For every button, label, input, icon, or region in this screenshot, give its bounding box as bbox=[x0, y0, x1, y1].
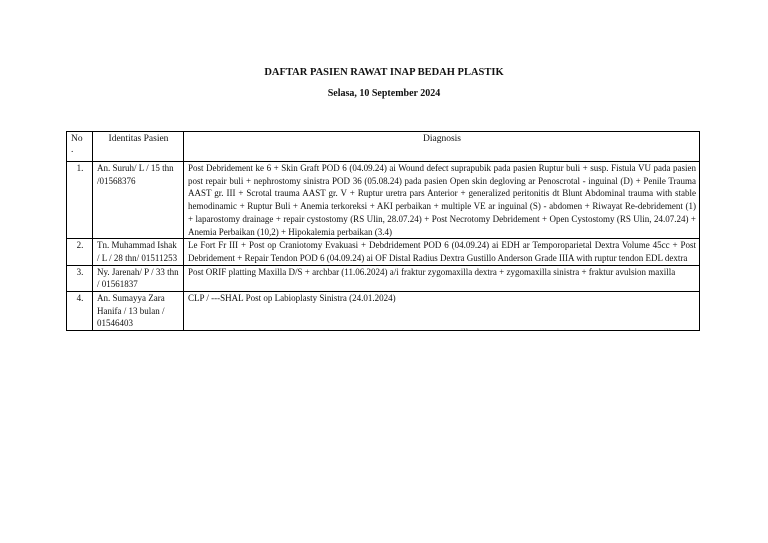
document-date: Selasa, 10 September 2024 bbox=[327, 88, 441, 99]
patient-diagnosis: Post ORIF platting Maxilla D/S + archbar (11.06.2024) a/i fraktur zygomaxilla dextra + zygomaxilla sinistra + fraktur avulsion maxilla bbox=[184, 265, 700, 291]
table-row bbox=[67, 162, 700, 239]
patient-identity: Ny. Jarenah/ P / 33 thn / 01561837 bbox=[93, 265, 184, 291]
patient-identity: Tn. Muhammad Ishak / L / 28 thn/ 01511253 bbox=[93, 239, 184, 265]
patient-identity: An. Suruh/ L / 15 thn /01568376 bbox=[93, 162, 184, 239]
header-identity: Identitas Pasien bbox=[93, 132, 184, 162]
patient-diagnosis: Post Debridement ke 6 + Skin Graft POD 6 (04.09.24) ai Wound defect suprapubik pada pasien Ruptur buli + susp. Fistula VU pada pasien post repair buli + nephrostomy sinistra POD 36 (05.08.24) pada pasien Open skin degloving ar Penoscrotal - inguinal (D) + Penile Trauma AAST gr. III + Scrotal trauma AAST gr. V + Ruptur uretra pars Anterior + generalized peritonitis dt Blunt Abdominal trauma with stable hemodinamic + Ruptur Buli + Anemia terkoreksi + AKI perbaikan + multiple VE ar inguinal (S) - abdomen + Riwayat Re-debridement (1) + laparostomy drainage + repair cystostomy (RS Ulin, 28.07.24) + Post Necrotomy Debridement + Open Cystostomy (RS Ulin, 24.07.24) + Anemia Perbaikan (10,2) + Hipokalemia perbaikan (3.4) bbox=[184, 162, 700, 239]
table-row bbox=[67, 239, 700, 265]
table-header-row bbox=[67, 132, 700, 162]
header-diagnosis: Diagnosis bbox=[184, 132, 700, 162]
header-no-label: No bbox=[71, 134, 83, 144]
table-row bbox=[67, 265, 700, 291]
patient-diagnosis: Le Fort Fr III + Post op Craniotomy Evakuasi + Debdridement POD 6 (04.09.24) ai EDH ar Temporoparietal Dextra Volume 45cc + Post Debridement + Repair Tendon POD 6 (04.09.24) ai OF Distal Radius Dextra Gustillo Anderson Grade IIIA with ruptur tendon EDL dextra bbox=[184, 239, 700, 265]
patient-identity: An. Sumayya Zara Hanifa / 13 bulan / 01546403 bbox=[93, 292, 184, 331]
row-number: 2. bbox=[67, 239, 93, 265]
header-no-dot: . bbox=[71, 144, 74, 155]
patient-table bbox=[66, 131, 700, 331]
patient-diagnosis: CLP / ---SHAL Post op Labioplasty Sinistra (24.01.2024) bbox=[184, 292, 700, 331]
row-number: 3. bbox=[67, 265, 93, 291]
document-title: DAFTAR PASIEN RAWAT INAP BEDAH PLASTIK bbox=[264, 67, 504, 78]
row-number: 4. bbox=[67, 292, 93, 331]
header-no bbox=[67, 132, 93, 162]
table-row bbox=[67, 292, 700, 331]
row-number: 1. bbox=[67, 162, 93, 239]
